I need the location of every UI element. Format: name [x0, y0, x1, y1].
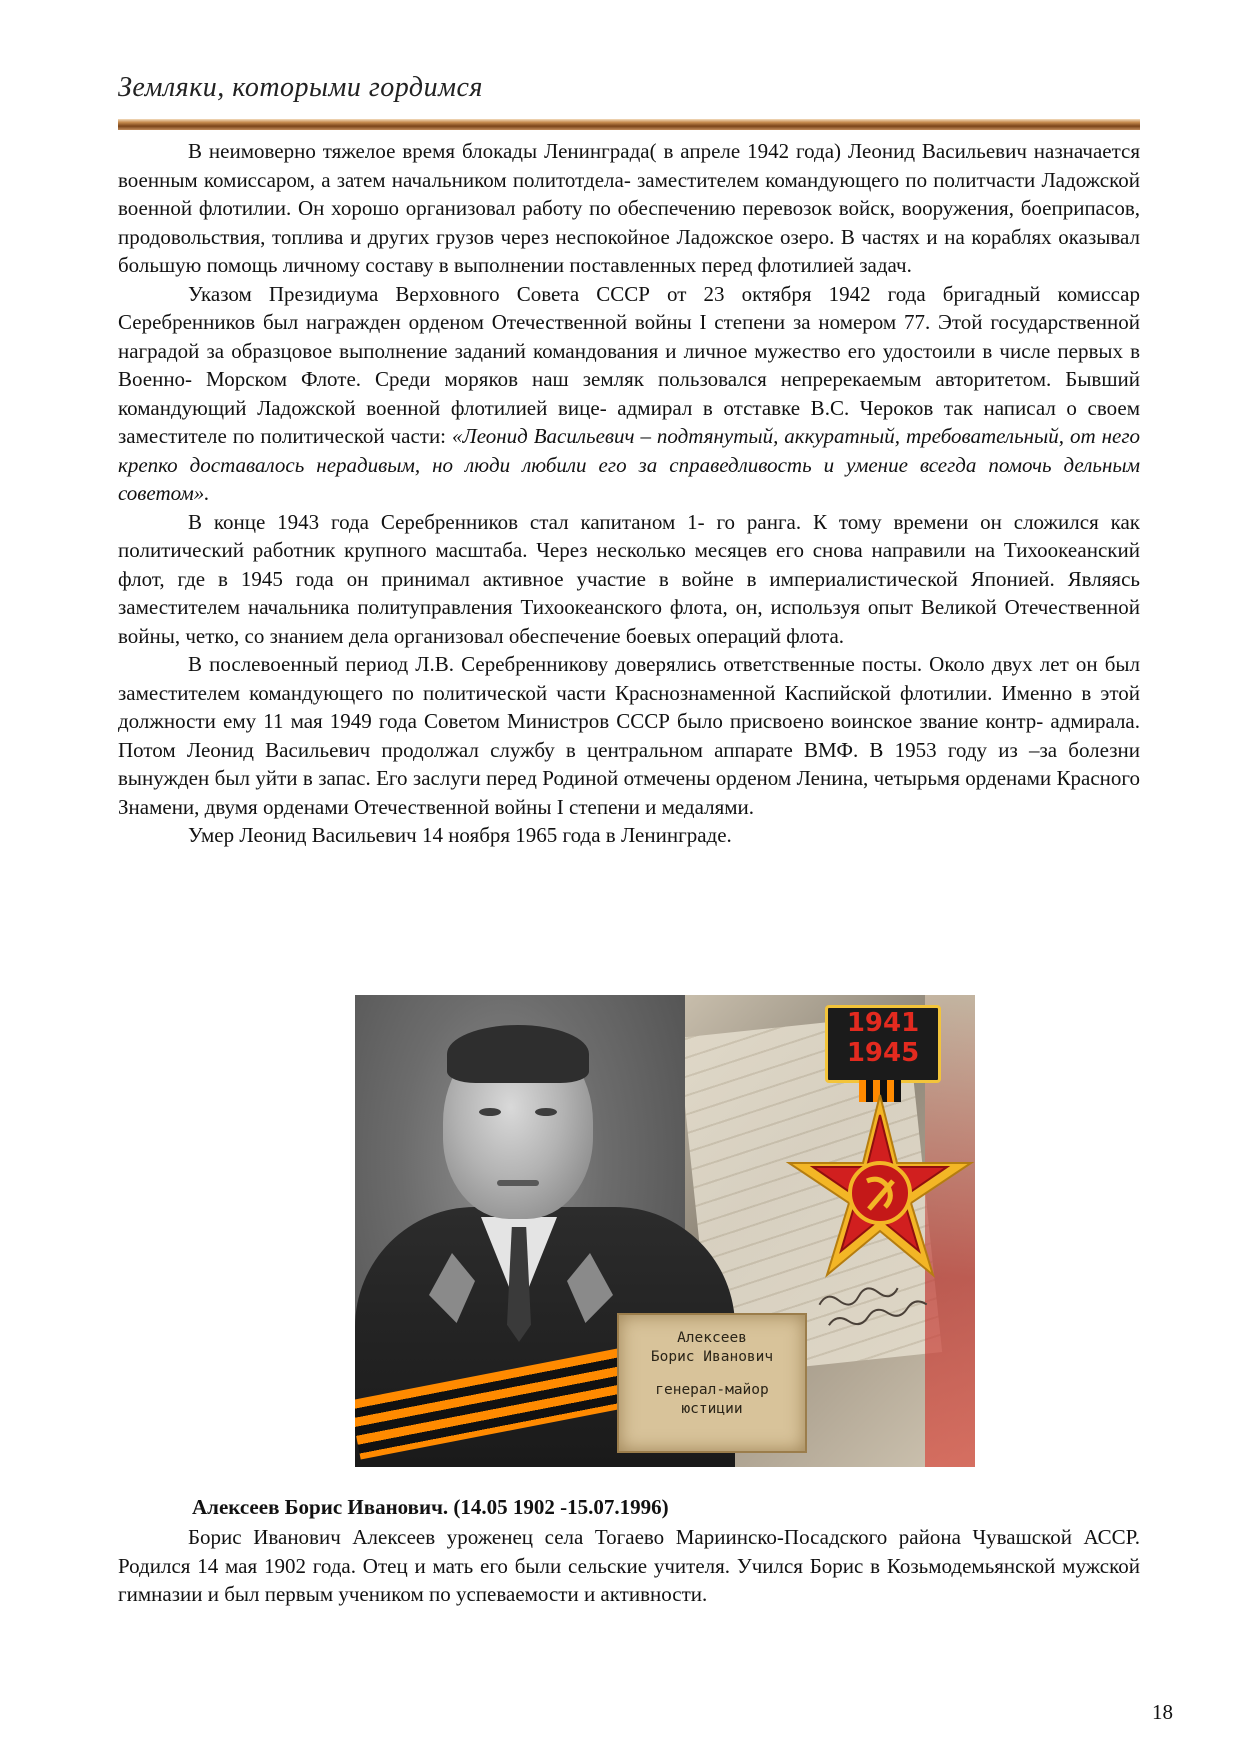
page-header-title: Земляки, которыми гордимся — [118, 72, 483, 103]
header-divider — [118, 119, 1140, 130]
article-body — [118, 137, 1140, 850]
bio-heading: Алексеев Борис Иванович. (14.05 1902 -15.07.1996) — [192, 1495, 669, 1519]
portrait-eye-right — [535, 1108, 557, 1116]
paragraph-5: Умер Леонид Васильевич 14 ноября 1965 года в Ленинграде. — [188, 823, 732, 847]
portrait-eye-left — [479, 1108, 501, 1116]
order-of-patriotic-war-icon — [785, 1093, 975, 1283]
paragraph-1: В неимоверно тяжелое время блокады Ленинграда( в апреле 1942 года) Леонид Васильевич назначается военным комиссаром, а затем начальником политотдела- заместителем командующего по политчасти Ладожской военной флотилии. Он хорошо организовал работу по обеспечению перевозок войск, вооружения, боеприпасов, продовольствия, топлива и других грузов через неспокойное Ладожское озеро. В частях и на кораблях оказывал большую помощь личному составу в выполнении поставленных перед флотилией задач. — [118, 139, 1140, 277]
chernokov-quote: «Леонид Васильевич – подтянутый, аккуратный, требовательный, от него крепко доставалось нерадивым, но люди любили его за справедливость и умение всегда помочь дельным советом». — [118, 424, 1141, 505]
portrait-hair — [447, 1025, 589, 1083]
paragraph-4: В послевоенный период Л.В. Серебренникову доверялись ответственные посты. Около двух лет он был заместителем командующего по политической части Краснознаменной Каспийской флотилии. Именно в этой должности ему 11 мая 1949 года Советом Министров СССР было присвоено воинское звание контр- адмирала. Потом Леонид Васильевич продолжал службу в центральном аппарате ВМФ. В 1953 году из –за болезни вынужден был уйти в запас. Его заслуги перед Родиной отмечены орденом Ленина, четырьмя орденами Красного Знамени, двумя орденами Отечественной войны I степени и медалями. — [118, 652, 1140, 819]
badge-year-start: 1941 — [846, 1008, 920, 1038]
plate-name: Борис Иванович — [650, 1349, 774, 1365]
paragraph-3: В конце 1943 года Серебренников стал капитаном 1- го ранга. К тому времени он сложился как политический работник крупного масштаба. Через несколько месяцев его снова направили на Тихоокеанский флот, где в 1945 года он принимал активное участие в войне в империалистической Японией. Являясь заместителем начальника политуправления Тихоокеанского флота, он, используя опыт Великой Отечественной войны, четко, со знанием дела организовал обеспечение боевых операций флота. — [118, 509, 1140, 648]
memorial-portrait-image — [355, 995, 975, 1467]
name-plate — [617, 1313, 807, 1453]
badge-year-end: 1945 — [846, 1038, 920, 1068]
war-years-badge — [825, 1005, 941, 1083]
paragraph-2 — [118, 280, 1140, 508]
bio-paragraph-text: Борис Иванович Алексеев уроженец села Тогаево Мариинско-Посадского района Чувашской АССР. Родился 14 мая 1902 года. Отец и мать его были сельские учителя. Учился Борис в Козьмодемьянской мужской гимназии и был первым учеником по успеваемости и активности. — [118, 1525, 1140, 1606]
page-number: 18 — [1152, 1700, 1173, 1724]
bio-paragraph — [118, 1523, 1140, 1609]
plate-surname: Алексеев — [677, 1330, 747, 1346]
plate-branch: юстиции — [681, 1401, 743, 1417]
portrait-mouth — [497, 1180, 539, 1186]
plate-rank: генерал-майор — [655, 1382, 769, 1398]
paragraph-2-text: Указом Президиума Верховного Совета СССР от 23 октября 1942 года бригадный комиссар Серебренников был награжден орденом Отечественной войны I степени за номером 77. Этой государственной наградой за образцовое выполнение заданий командования и личное мужество его удостоили в числе первых в Военно- Морском Флоте. Среди моряков наш земляк пользовался непререкаемым авторитетом. Бывший командующий Ладожской военной флотилией вице- адмирал в отставке В.С. Чероков так написал о своем заместителе по политической части: — [118, 281, 1140, 448]
